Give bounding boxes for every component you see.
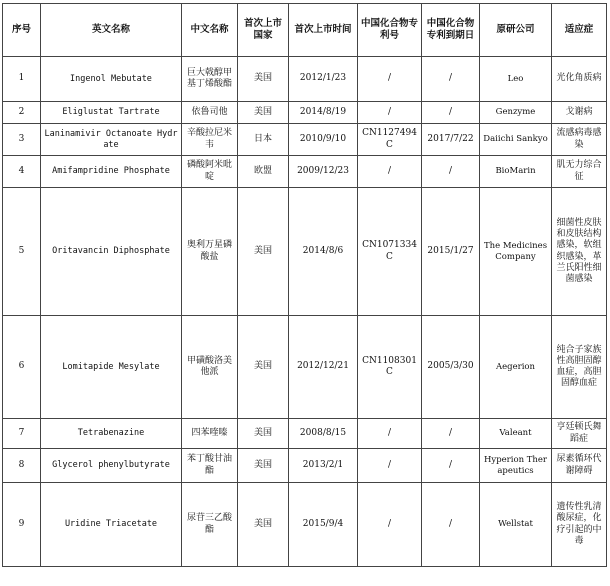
chinese-name-cell: 巨大戟醇甲基丁烯酸酯: [182, 57, 238, 102]
first-date-cell: 2014/8/19: [289, 102, 358, 124]
first-country-cell: 日本: [238, 124, 289, 156]
table-row: [3, 449, 607, 483]
company-cell: BioMarin: [480, 156, 552, 188]
company-cell: Aegerion: [480, 316, 552, 419]
patent-expiry-cell: /: [422, 419, 480, 449]
chinese-name-cell: 辛酸拉尼米韦: [182, 124, 238, 156]
table-row: [3, 57, 607, 102]
row-number-cell: 9: [3, 483, 41, 567]
table-row: [3, 316, 607, 419]
company-cell: Wellstat: [480, 483, 552, 567]
indication-cell: 细菌性皮肤和皮肤结构感染，软组织感染，革兰氏阳性细菌感染: [552, 188, 607, 316]
patent-expiry-cell: /: [422, 156, 480, 188]
chinese-name-cell: 四苯喹嗪: [182, 419, 238, 449]
header-indication: 适应症: [552, 4, 607, 57]
header-company: 原研公司: [480, 4, 552, 57]
indication-cell: 光化角质病: [552, 57, 607, 102]
table-row: [3, 102, 607, 124]
company-cell: Hyperion Therapeutics: [480, 449, 552, 483]
first-date-cell: 2015/9/4: [289, 483, 358, 567]
english-name-cell: Glycerol phenylbutyrate: [41, 449, 182, 483]
header-first-country: 首次上市国家: [238, 4, 289, 57]
indication-cell: 流感病毒感染: [552, 124, 607, 156]
chinese-name-cell: 奥利万星磷酸盐: [182, 188, 238, 316]
table-row: [3, 156, 607, 188]
patent-expiry-cell: /: [422, 483, 480, 567]
company-cell: Daiichi Sankyo: [480, 124, 552, 156]
company-cell: Genzyme: [480, 102, 552, 124]
first-country-cell: 美国: [238, 483, 289, 567]
chinese-name-cell: 依鲁司他: [182, 102, 238, 124]
indication-cell: 肌无力综合征: [552, 156, 607, 188]
row-number-cell: 3: [3, 124, 41, 156]
english-name-cell: Ingenol Mebutate: [41, 57, 182, 102]
header-chinese-name: 中文名称: [182, 4, 238, 57]
patent-number-cell: CN1127494C: [358, 124, 422, 156]
patent-expiry-cell: 2005/3/30: [422, 316, 480, 419]
row-number-cell: 5: [3, 188, 41, 316]
patent-expiry-cell: /: [422, 57, 480, 102]
patent-expiry-cell: /: [422, 102, 480, 124]
company-cell: Leo: [480, 57, 552, 102]
header-english-name: 英文名称: [41, 4, 182, 57]
table-row: [3, 124, 607, 156]
table-body: [3, 57, 607, 567]
patent-number-cell: /: [358, 419, 422, 449]
patent-number-cell: /: [358, 102, 422, 124]
patent-number-cell: /: [358, 483, 422, 567]
first-date-cell: 2008/8/15: [289, 419, 358, 449]
patent-number-cell: CN1108301C: [358, 316, 422, 419]
first-country-cell: 美国: [238, 419, 289, 449]
first-date-cell: 2009/12/23: [289, 156, 358, 188]
english-name-cell: Lomitapide Mesylate: [41, 316, 182, 419]
english-name-cell: Oritavancin Diphosphate: [41, 188, 182, 316]
english-name-cell: Uridine Triacetate: [41, 483, 182, 567]
chinese-name-cell: 甲磺酸洛美他派: [182, 316, 238, 419]
patent-expiry-cell: 2015/1/27: [422, 188, 480, 316]
header-patent-number: 中国化合物专利号: [358, 4, 422, 57]
patent-number-cell: /: [358, 449, 422, 483]
first-country-cell: 美国: [238, 188, 289, 316]
drug-table: [2, 3, 607, 567]
patent-number-cell: CN1071334C: [358, 188, 422, 316]
row-number-cell: 8: [3, 449, 41, 483]
header-no: 序号: [3, 4, 41, 57]
header-first-date: 首次上市时间: [289, 4, 358, 57]
table-row: [3, 188, 607, 316]
patent-expiry-cell: 2017/7/22: [422, 124, 480, 156]
chinese-name-cell: 磷酸阿米吡啶: [182, 156, 238, 188]
chinese-name-cell: 苯丁酸甘油酯: [182, 449, 238, 483]
table-row: [3, 419, 607, 449]
indication-cell: 纯合子家族性高胆固醇血症，高胆固醇血症: [552, 316, 607, 419]
row-number-cell: 1: [3, 57, 41, 102]
table-row: [3, 483, 607, 567]
row-number-cell: 6: [3, 316, 41, 419]
first-country-cell: 美国: [238, 449, 289, 483]
first-country-cell: 美国: [238, 57, 289, 102]
table-header: [3, 4, 607, 57]
english-name-cell: Eliglustat Tartrate: [41, 102, 182, 124]
row-number-cell: 4: [3, 156, 41, 188]
first-date-cell: 2012/12/21: [289, 316, 358, 419]
row-number-cell: 2: [3, 102, 41, 124]
header-patent-expiry: 中国化合物专利到期日: [422, 4, 480, 57]
first-date-cell: 2014/8/6: [289, 188, 358, 316]
indication-cell: 遗传性乳清酸尿症，化疗引起的中毒: [552, 483, 607, 567]
indication-cell: 尿素循环代谢障碍: [552, 449, 607, 483]
first-date-cell: 2012/1/23: [289, 57, 358, 102]
company-cell: Valeant: [480, 419, 552, 449]
first-country-cell: 美国: [238, 316, 289, 419]
indication-cell: 戈谢病: [552, 102, 607, 124]
patent-number-cell: /: [358, 57, 422, 102]
first-country-cell: 欧盟: [238, 156, 289, 188]
patent-expiry-cell: /: [422, 449, 480, 483]
first-country-cell: 美国: [238, 102, 289, 124]
english-name-cell: Amifampridine Phosphate: [41, 156, 182, 188]
english-name-cell: Laninamivir Octanoate Hydrate: [41, 124, 182, 156]
patent-number-cell: /: [358, 156, 422, 188]
english-name-cell: Tetrabenazine: [41, 419, 182, 449]
first-date-cell: 2013/2/1: [289, 449, 358, 483]
company-cell: The Medicines Company: [480, 188, 552, 316]
indication-cell: 亨廷顿氏舞蹈症: [552, 419, 607, 449]
first-date-cell: 2010/9/10: [289, 124, 358, 156]
header-row: [3, 4, 607, 57]
chinese-name-cell: 尿苷三乙酸酯: [182, 483, 238, 567]
row-number-cell: 7: [3, 419, 41, 449]
